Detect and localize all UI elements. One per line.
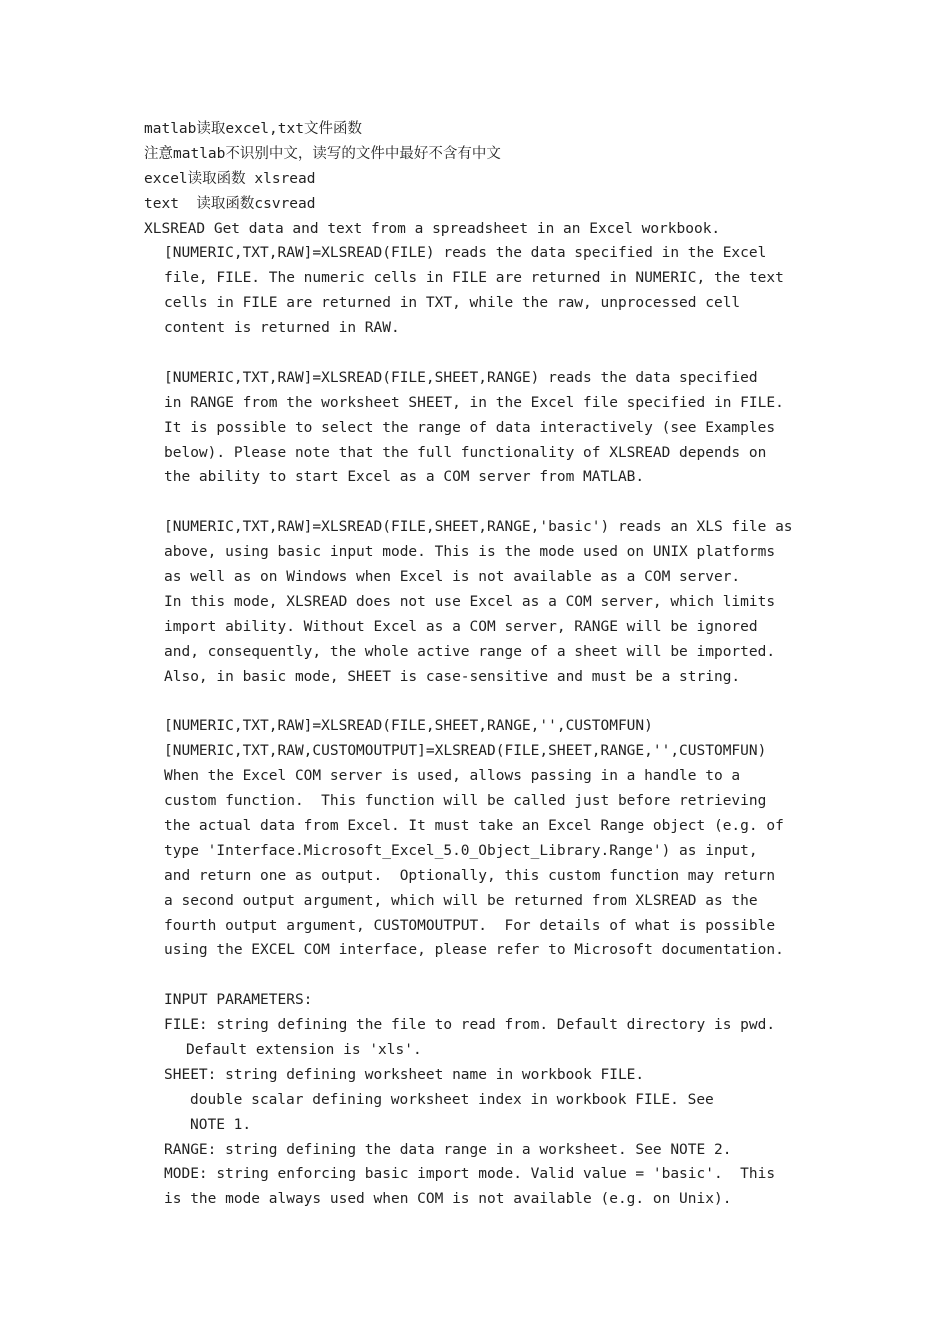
doc-title: matlab读取excel,txt文件函数 xyxy=(144,121,362,137)
xlsread-summary: XLSREAD Get data and text from a spreadsheet in an Excel workbook. xyxy=(144,220,721,237)
param-sheet-cont: double scalar defining worksheet index in workbook FILE. See xyxy=(190,1091,714,1108)
para-basic-line: cells in FILE are returned in TXT, while the raw, unprocessed cell xyxy=(164,295,741,312)
para-mode-line: In this mode, XLSREAD does not use Excel as a COM server, which limits xyxy=(164,593,776,610)
para-customfun-line: the actual data from Excel. It must take an Excel Range object (e.g. of xyxy=(164,817,784,834)
para-basic-line: file, FILE. The numeric cells in FILE are returned in NUMERIC, the text xyxy=(164,270,784,287)
para-customfun-line: a second output argument, which will be returned from XLSREAD as the xyxy=(164,892,758,909)
para-mode-line: import ability. Without Excel as a COM server, RANGE will be ignored xyxy=(164,618,758,635)
para-customfun-line: and return one as output. Optionally, this custom function may return xyxy=(164,867,776,884)
param-mode: MODE: string enforcing basic import mode. Valid value = 'basic'. This xyxy=(164,1166,776,1183)
para-basic-line: [NUMERIC,TXT,RAW]=XLSREAD(FILE) reads the data specified in the Excel xyxy=(164,245,767,262)
blank-line xyxy=(144,689,924,714)
para-customfun-line: [NUMERIC,TXT,RAW]=XLSREAD(FILE,SHEET,RANGE,'',CUSTOMFUN) xyxy=(164,718,653,735)
param-file: FILE: string defining the file to read from. Default directory is pwd. xyxy=(164,1017,776,1034)
param-range: RANGE: string defining the data range in a worksheet. See NOTE 2. xyxy=(164,1141,732,1158)
input-parameters-heading: INPUT PARAMETERS: xyxy=(164,992,313,1009)
blank-line xyxy=(144,490,924,515)
para-customfun-line: [NUMERIC,TXT,RAW,CUSTOMOUTPUT]=XLSREAD(FILE,SHEET,RANGE,'',CUSTOMFUN) xyxy=(164,743,767,760)
para-customfun-line: using the EXCEL COM interface, please refer to Microsoft documentation. xyxy=(164,942,784,959)
para-basic-line: content is returned in RAW. xyxy=(164,320,400,337)
param-mode-cont: is the mode always used when COM is not available (e.g. on Unix). xyxy=(164,1191,732,1208)
excel-read-line: excel读取函数 xlsread xyxy=(144,170,316,187)
para-customfun-line: When the Excel COM server is used, allows passing in a handle to a xyxy=(164,768,741,785)
blank-line xyxy=(144,341,924,366)
para-customfun-line: fourth output argument, CUSTOMOUTPUT. For details of what is possible xyxy=(164,917,776,934)
para-range-line: below). Please note that the full functionality of XLSREAD depends on xyxy=(164,444,767,461)
param-file-cont: Default extension is 'xls'. xyxy=(186,1041,422,1058)
para-customfun-line: type 'Interface.Microsoft_Excel_5.0_Object_Library.Range') as input, xyxy=(164,842,758,859)
para-mode-line: Also, in basic mode, SHEET is case-sensitive and must be a string. xyxy=(164,668,741,685)
blank-line xyxy=(144,963,924,988)
para-range-line: in RANGE from the worksheet SHEET, in the Excel file specified in FILE. xyxy=(164,394,784,411)
para-range-line: [NUMERIC,TXT,RAW]=XLSREAD(FILE,SHEET,RANGE) reads the data specified xyxy=(164,369,758,386)
para-mode-line: above, using basic input mode. This is the mode used on UNIX platforms xyxy=(164,544,776,561)
param-sheet-cont: NOTE 1. xyxy=(190,1116,252,1133)
para-range-line: It is possible to select the range of data interactively (see Examples xyxy=(164,419,776,436)
document-body xyxy=(144,117,924,1212)
para-mode-line: and, consequently, the whole active range of a sheet will be imported. xyxy=(164,643,776,660)
para-mode-line: [NUMERIC,TXT,RAW]=XLSREAD(FILE,SHEET,RANGE,'basic') reads an XLS file as xyxy=(164,519,793,536)
para-customfun-line: custom function. This function will be called just before retrieving xyxy=(164,793,767,810)
param-sheet: SHEET: string defining worksheet name in workbook FILE. xyxy=(164,1066,645,1083)
note-line: 注意matlab不识别中文，读写的文件中最好不含有中文 xyxy=(144,145,501,162)
para-range-line: the ability to start Excel as a COM server from MATLAB. xyxy=(164,469,645,486)
para-mode-line: as well as on Windows when Excel is not available as a COM server. xyxy=(164,569,741,586)
text-read-line: text 读取函数csvread xyxy=(144,195,316,212)
